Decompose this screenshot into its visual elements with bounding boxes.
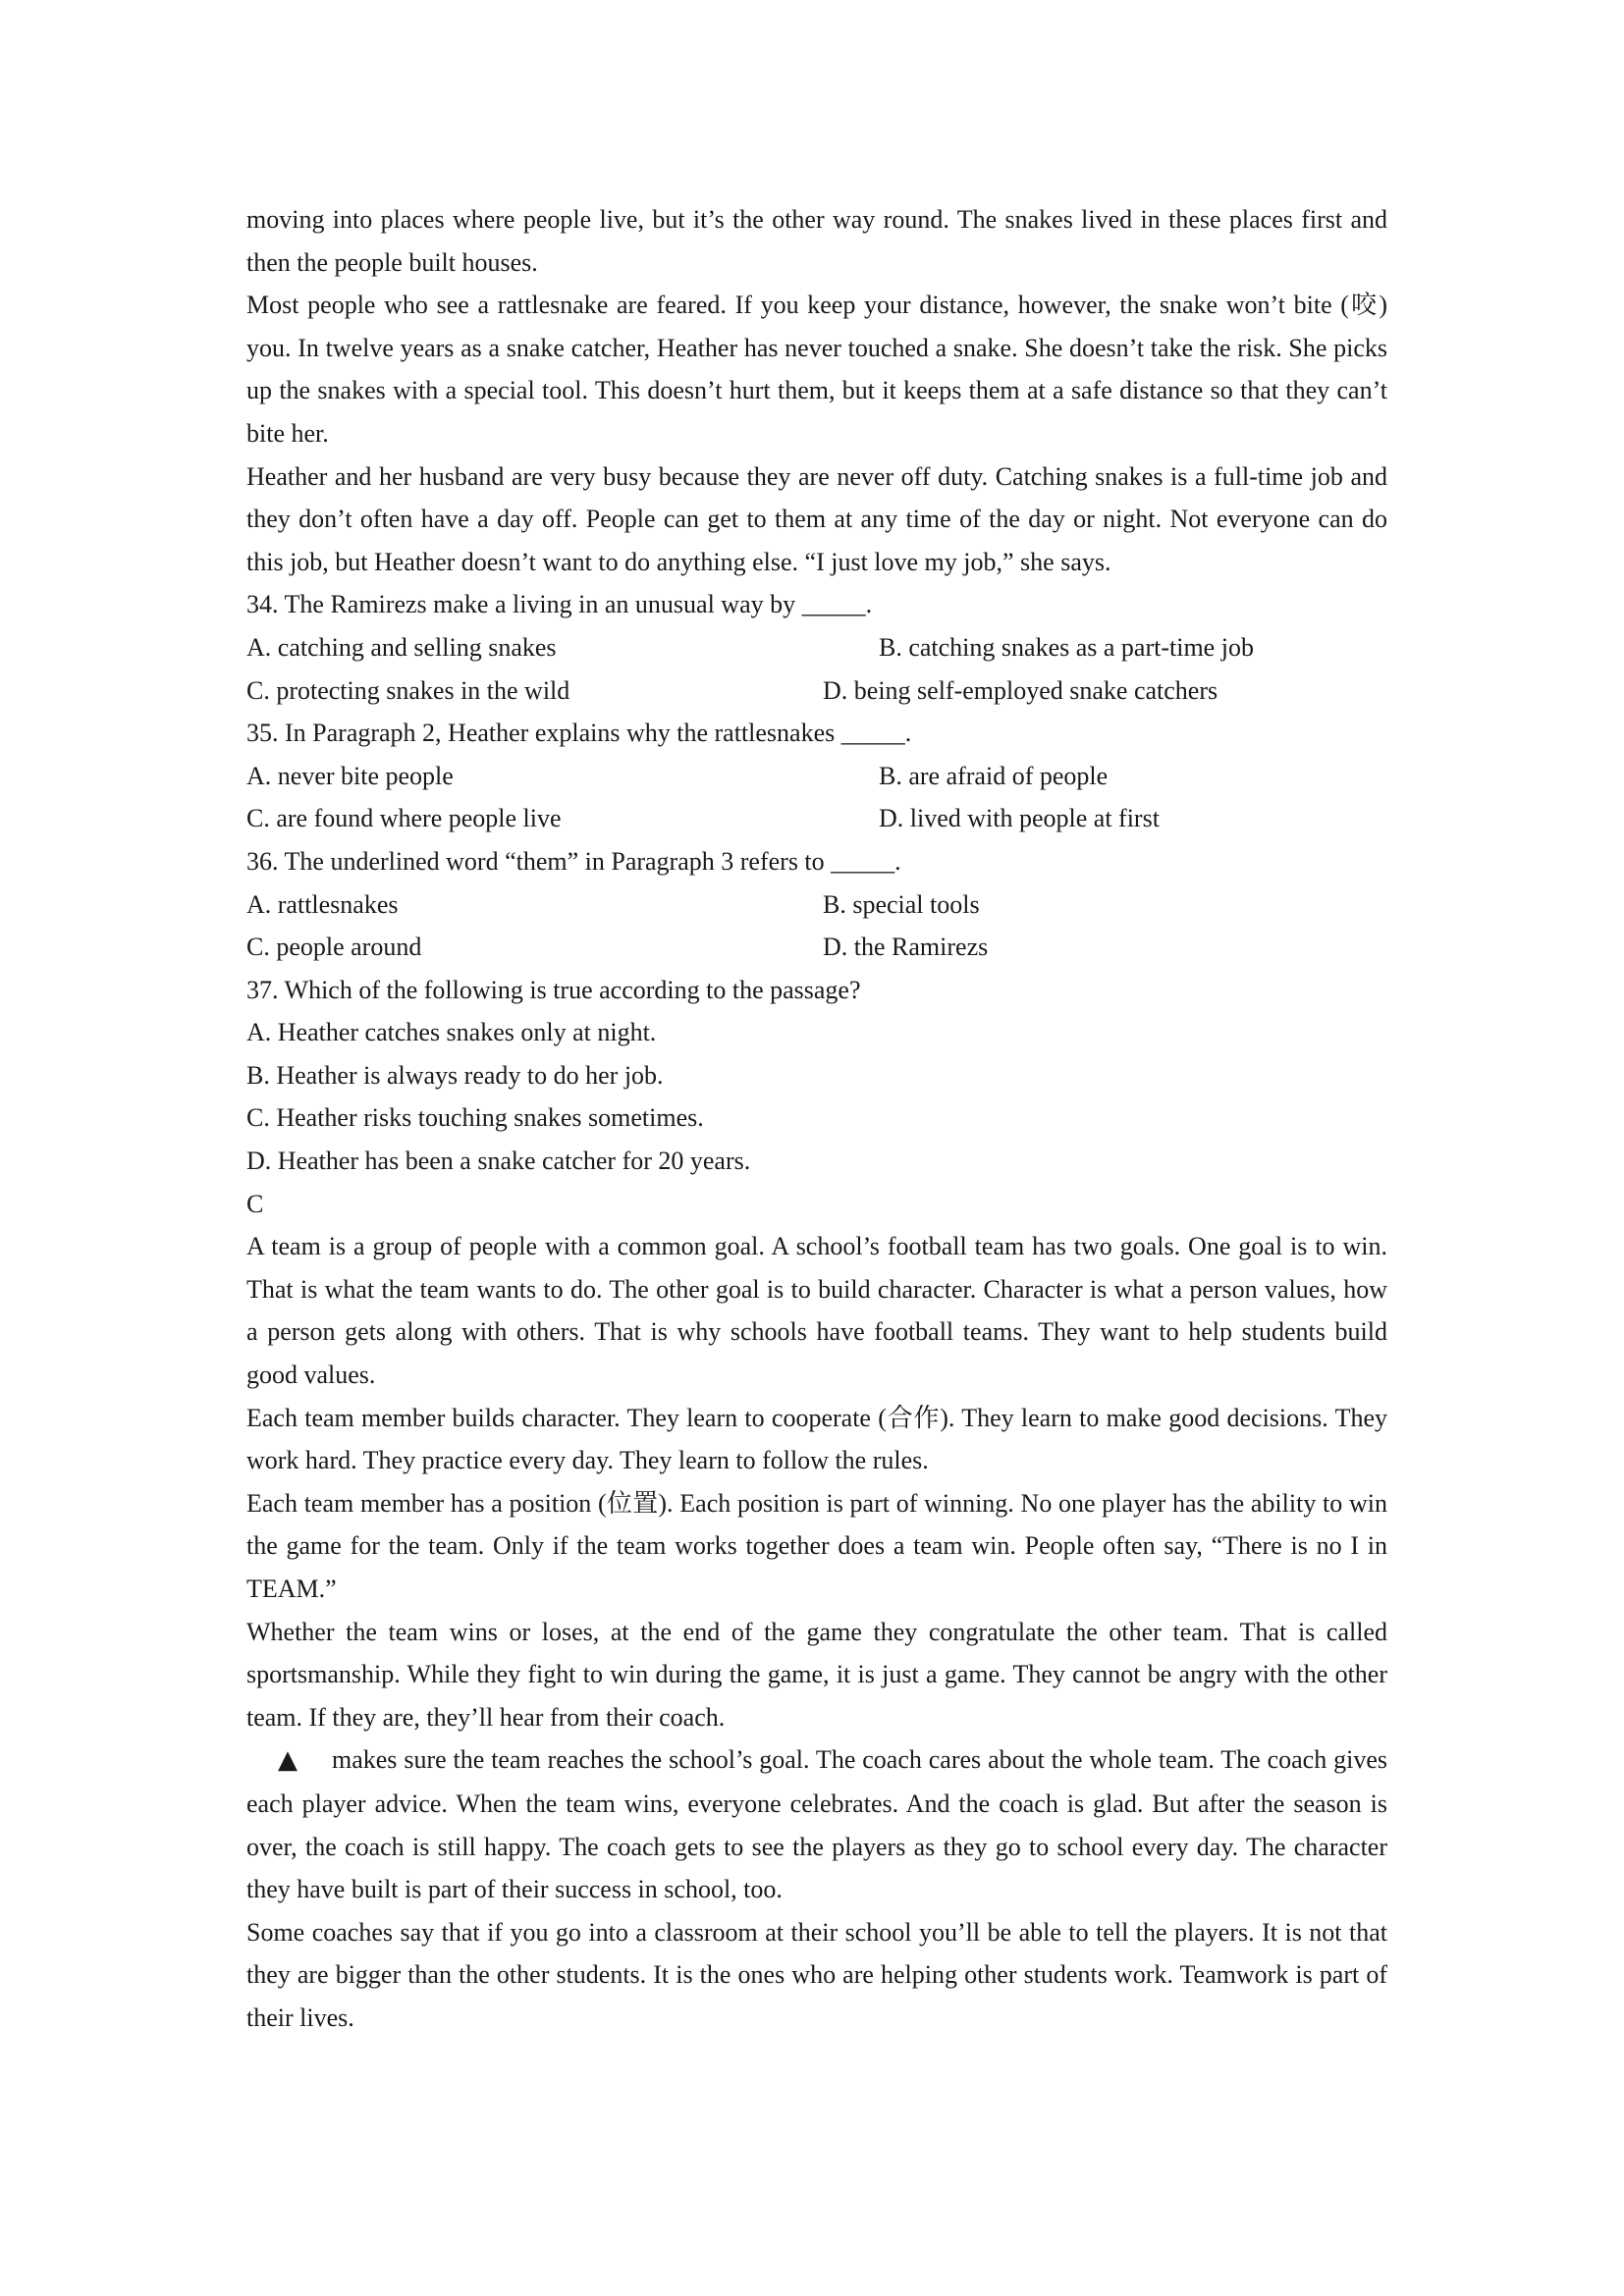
question-34-stem: 34. The Ramirezs make a living in an unusual way by _____.: [246, 590, 873, 619]
question-36-options-row-2: [246, 926, 1387, 969]
question-34-options-row-1: [246, 626, 1387, 669]
question-36-option-b: B. special tools: [823, 889, 980, 919]
exam-page: [246, 198, 1387, 2040]
passage-c-paragraph-2: Each team member builds character. They learn to cooperate (合作). They learn to make good decisions. They work hard. They practice every day. They learn to follow the rules.: [246, 1403, 1387, 1475]
question-37-stem: 37. Which of the following is true according to the passage?: [246, 975, 861, 1004]
question-35-stem: 35. In Paragraph 2, Heather explains why the rattlesnakes _____.: [246, 719, 912, 748]
question-34-option-c: C. protecting snakes in the wild: [246, 675, 570, 705]
passage-b-paragraph-3: Heather and her husband are very busy because they are never off duty. Catching snakes is a full-time job and they don’t often have a day off. People can get to them at any time of the day or night. Not everyone can do this job, but Heather doesn’t want to do anything else. “I just love my job,” she says.: [246, 461, 1387, 576]
question-34-option-a: A. catching and selling snakes: [246, 632, 557, 662]
passage-b-paragraph-1: moving into places where people live, but it’s the other way round. The snakes lived in these places first and then the people built houses.: [246, 205, 1387, 277]
question-37-option-a: A. Heather catches snakes only at night.: [246, 1018, 657, 1047]
question-36-option-c: C. people around: [246, 933, 422, 962]
question-36-stem: 36. The underlined word “them” in Paragraph 3 refers to _____.: [246, 846, 901, 876]
question-35-option-a: A. never bite people: [246, 761, 454, 790]
passage-c-paragraph-1: A team is a group of people with a common goal. A school’s football team has two goals. One goal is to win. That is what the team wants to do. The other goal is to build character. Character is what a person values, how a person gets along with others. That is why schools have football teams. They want to help students build good values.: [246, 1232, 1387, 1390]
passage-c-paragraph-4: Whether the team wins or loses, at the end of the game they congratulate the other team. That is called sportsmanship. While they fight to win during the game, it is just a game. They cannot be angry with the other team. If they are, they’ll hear from their coach.: [246, 1617, 1387, 1732]
question-36-option-a: A. rattlesnakes: [246, 889, 399, 919]
passage-c-paragraph-5-text: makes sure the team reaches the school’s goal. The coach cares about the whole team. The coach gives each player advice. When the team wins, everyone celebrates. And the coach is glad. But after the season is over, the coach is still happy. The coach gets to see the players as they go to school every day. The character they have built is part of their success in school, too.: [246, 1745, 1387, 1904]
question-37-option-b: B. Heather is always ready to do her job.: [246, 1060, 664, 1090]
question-34-option-d: D. being self-employed snake catchers: [823, 675, 1218, 705]
question-35-option-b: B. are afraid of people: [879, 761, 1109, 790]
question-36-options-row-1: [246, 883, 1387, 927]
question-35-options-row-1: [246, 755, 1387, 798]
passage-c-paragraph-6: Some coaches say that if you go into a classroom at their school you’ll be able to tell the players. It is not that they are bigger than the other students. It is the ones who are helping other students work. Teamwork is part of their lives.: [246, 1917, 1387, 2032]
passage-c-paragraph-3: Each team member has a position (位置). Each position is part of winning. No one player has the ability to win the game for the team. Only if the team works together does a team win. People often say, “There is no I in TEAM.”: [246, 1488, 1387, 1603]
question-37-option-c: C. Heather risks touching snakes sometimes.: [246, 1103, 704, 1133]
question-36-option-d: D. the Ramirezs: [823, 933, 989, 962]
question-35-options-row-2: [246, 797, 1387, 840]
passage-c-label: C: [246, 1189, 264, 1218]
question-37-option-d: D. Heather has been a snake catcher for 20 years.: [246, 1147, 751, 1176]
question-35-option-d: D. lived with people at first: [879, 804, 1160, 833]
passage-b-paragraph-2: Most people who see a rattlesnake are feared. If you keep your distance, however, the snake won’t bite (咬) you. In twelve years as a snake catcher, Heather has never touched a snake. She doesn’t take the risk. She picks up the snakes with a special tool. This doesn’t hurt them, but it keeps them at a safe distance so that they can’t bite her.: [246, 291, 1387, 448]
blank-marker: ▲: [278, 1745, 298, 1776]
question-35-option-c: C. are found where people live: [246, 804, 562, 833]
passage-c-paragraph-5: [246, 1738, 1387, 1910]
question-34-options-row-2: [246, 669, 1387, 713]
question-34-option-b: B. catching snakes as a part-time job: [879, 632, 1254, 662]
